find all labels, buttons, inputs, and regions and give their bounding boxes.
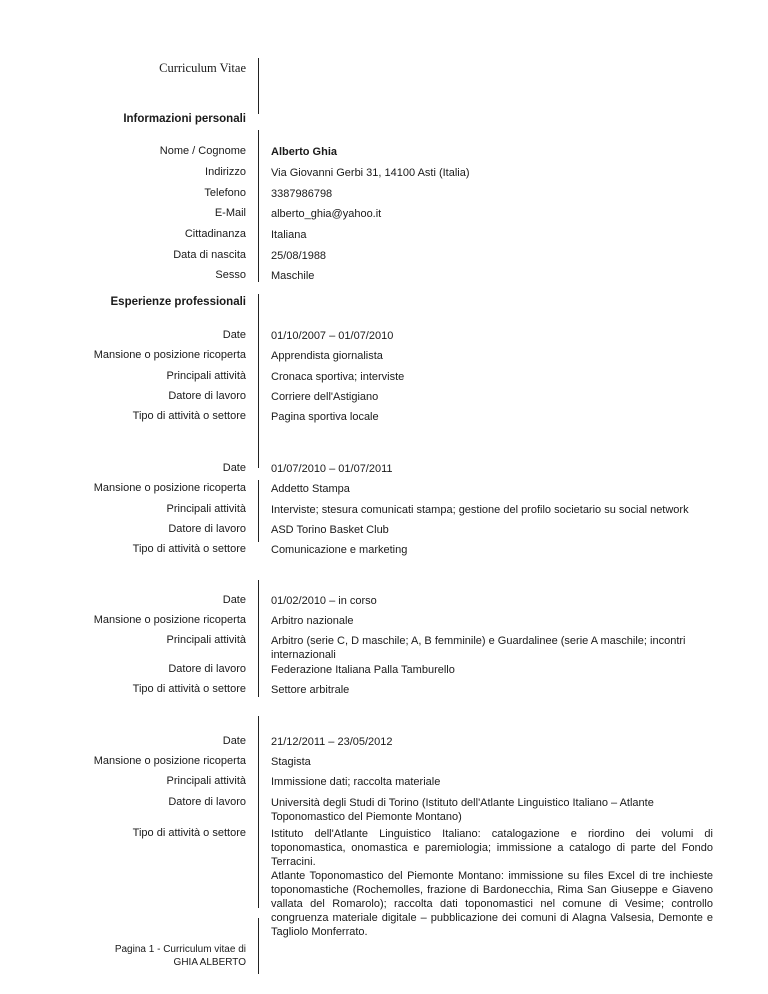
field-label: Datore di lavoro <box>168 796 246 808</box>
field-label: Principali attività <box>166 634 246 646</box>
field-label: Date <box>222 462 246 474</box>
field-value-address: Via Giovanni Gerbi 31, 14100 Asti (Italia) <box>271 167 470 179</box>
job-date: 01/10/2007 – 01/07/2010 <box>271 330 394 342</box>
job-sector: Comunicazione e marketing <box>271 544 408 556</box>
job-tasks: Cronaca sportiva; interviste <box>271 371 405 383</box>
job-role: Stagista <box>271 756 311 768</box>
job-date: 21/12/2011 – 23/05/2012 <box>271 736 393 748</box>
job-employer: Corriere dell'Astigiano <box>271 391 379 403</box>
field-label: Principali attività <box>166 370 246 382</box>
field-label: Date <box>222 329 246 341</box>
job-tasks: Arbitro (serie C, D maschile; A, B femminile) e Guardalinee (serie A maschile; incontri internazionali <box>271 635 686 661</box>
field-label: Indirizzo <box>205 166 246 178</box>
field-value-birthdate: 25/08/1988 <box>271 250 327 262</box>
field-label: Tipo di attività o settore <box>132 410 246 422</box>
vertical-rule <box>258 716 259 908</box>
job-employer: Università degli Studi di Torino (Istituto dell'Atlante Linguistico Italiano – Atlante Toponomastico del Piemonte Montano) <box>271 797 654 823</box>
field-label: Datore di lavoro <box>168 390 246 402</box>
job-sector-paragraph: Atlante Toponomastico del Piemonte Montano: immissione su files Excel di tre inchieste toponomastiche (Rochemolles, frazione di Bardonecchia, Rima San Giuseppe e Giaveno vallata del Romarolo); raccolta dati toponomastici nel comune di Vesime; controllo congruenza materiale digitale – pubblicazione dei comuni di Alagna Valsesia, Demonte e Tagliolo Monferrato. <box>271 870 713 938</box>
field-label: Mansione o posizione ricoperta <box>93 349 246 361</box>
field-label: Cittadinanza <box>184 228 246 240</box>
field-label: Mansione o posizione ricoperta <box>93 482 246 494</box>
field-label: Date <box>222 735 246 747</box>
field-label: Telefono <box>204 187 246 199</box>
job-role: Arbitro nazionale <box>271 615 354 627</box>
job-sector: Pagina sportiva locale <box>271 411 379 423</box>
job-sector <box>271 827 713 939</box>
field-label: Tipo di attività o settore <box>132 683 246 695</box>
field-label: Tipo di attività o settore <box>132 827 246 839</box>
job-date: 01/02/2010 – in corso <box>271 595 377 607</box>
document-title: Curriculum Vitae <box>159 61 246 75</box>
job-sector: Settore arbitrale <box>271 684 350 696</box>
field-label: E-Mail <box>214 207 246 219</box>
field-label: Sesso <box>215 269 246 281</box>
page-footer <box>115 943 246 969</box>
vertical-rule <box>258 580 259 697</box>
job-tasks: Immissione dati; raccolta materiale <box>271 776 441 788</box>
vertical-rule <box>258 130 259 282</box>
vertical-rule <box>258 294 259 468</box>
field-label: Nome / Cognome <box>159 145 246 157</box>
vertical-rule <box>258 918 259 974</box>
field-label: Data di nascita <box>173 249 246 261</box>
field-value-citizenship: Italiana <box>271 229 307 241</box>
job-role: Apprendista giornalista <box>271 350 383 362</box>
field-label: Mansione o posizione ricoperta <box>93 755 246 767</box>
field-label: Datore di lavoro <box>168 523 246 535</box>
field-value-email: alberto_ghia@yahoo.it <box>271 208 382 220</box>
job-sector-paragraph: Istituto dell'Atlante Linguistico Italiano: catalogazione e riordino dei volumi di toponomastica, onomastica e paremiologia; immissione a catalogo di parte del Fondo Terracini. <box>271 828 713 868</box>
footer-line: Pagina 1 - Curriculum vitae di <box>114 944 246 955</box>
field-label: Mansione o posizione ricoperta <box>93 614 246 626</box>
field-value-sex: Maschile <box>271 270 315 282</box>
field-label: Principali attività <box>166 503 246 515</box>
vertical-rule <box>258 480 259 542</box>
field-label: Principali attività <box>166 775 246 787</box>
footer-line: GHIA ALBERTO <box>173 957 246 968</box>
job-employer: Federazione Italiana Palla Tamburello <box>271 664 455 676</box>
section-heading-experience: Esperienze professionali <box>110 296 246 308</box>
field-value-phone: 3387986798 <box>271 188 333 200</box>
job-date: 01/07/2010 – 01/07/2011 <box>271 463 393 475</box>
field-value-name: Alberto Ghia <box>271 146 338 158</box>
field-label: Tipo di attività o settore <box>132 543 246 555</box>
field-label: Date <box>222 594 246 606</box>
vertical-rule <box>258 58 259 114</box>
job-tasks: Interviste; stesura comunicati stampa; gestione del profilo societario su social network <box>271 504 689 516</box>
job-employer: ASD Torino Basket Club <box>271 524 389 536</box>
section-heading-personal: Informazioni personali <box>123 113 246 125</box>
field-label: Datore di lavoro <box>168 663 246 675</box>
job-role: Addetto Stampa <box>271 483 350 495</box>
